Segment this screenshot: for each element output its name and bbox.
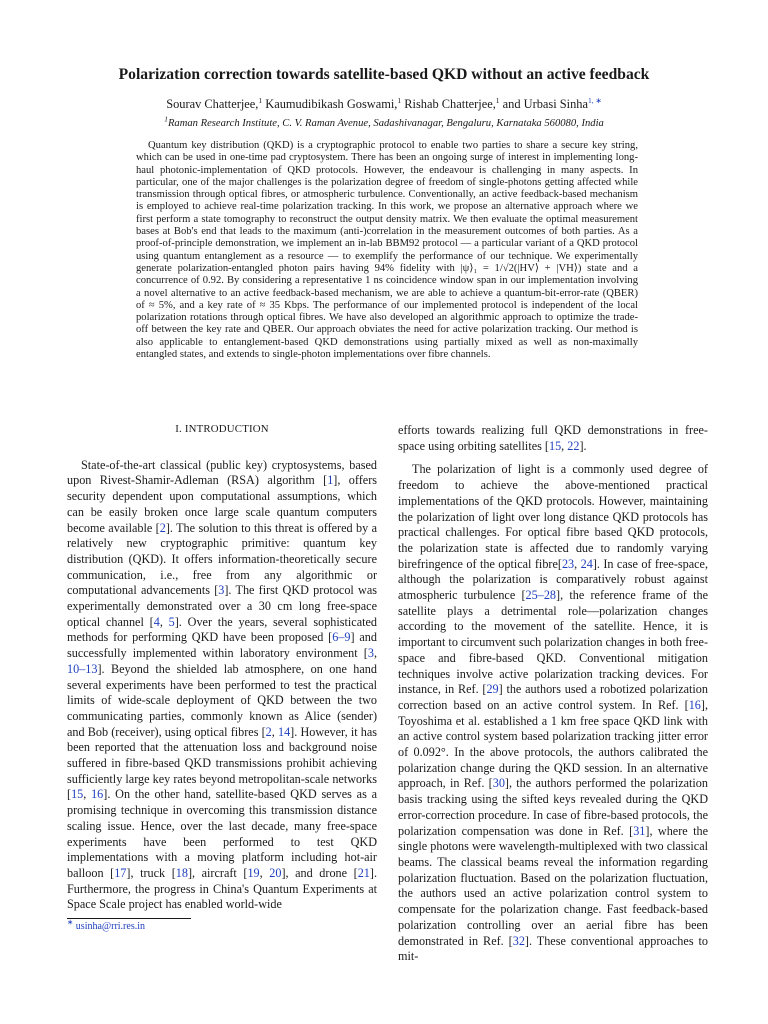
abstract — [136, 140, 638, 361]
affiliation-mark: 1 — [164, 114, 168, 124]
citation-link[interactable]: 31 — [633, 823, 646, 838]
affiliation — [0, 114, 768, 129]
affiliation-text: Raman Research Institute, C. V. Raman Avenue, Sadashivanagar, Bengaluru, Karnataka 560080, India — [167, 118, 604, 129]
citation-link[interactable]: 29 — [486, 682, 499, 697]
author-affil-mark[interactable]: 1, ∗ — [588, 95, 602, 105]
citation-link[interactable]: 23 — [561, 556, 575, 571]
paragraph-text: ], aircraft [ — [187, 865, 248, 880]
citation-link[interactable]: 15 — [548, 438, 562, 453]
paragraph-text: ]. The solution to this threat is offered by a relatively new cryptographic primitive: quantum key distribution (QKD). It offers information-theoretically secure communication, i.e., free from any algorithmic or computational advancements [ — [67, 520, 377, 598]
author-affil-mark: 1 — [495, 95, 500, 105]
paragraph-text: , — [159, 614, 169, 629]
paragraph-text: , — [373, 646, 377, 661]
citation-link[interactable]: 25–28 — [525, 588, 557, 603]
citation-link[interactable]: 19 — [247, 865, 260, 880]
paragraph-text: , — [83, 787, 92, 802]
section-heading: I. INTRODUCTION — [175, 423, 269, 435]
paragraph-text: ], and drone [ — [281, 865, 358, 880]
author-name: Kaumudibikash Goswami, — [262, 97, 398, 111]
paragraph-text: The polarization of light is a commonly used degree of freedom to achieve the above-mentioned practical implementations of the QKD protocols. However, maintaining the polarization of light over long distance QKD protocols has practical challenges. For optical fibre based QKD protocols, the polarization state is affected due to randomly varying birefringence of the optical fibre[ — [398, 462, 708, 571]
citation-link[interactable]: 15 — [71, 787, 84, 802]
paragraph — [67, 458, 377, 913]
paragraph-text: ]. — [579, 438, 587, 453]
right-column — [398, 423, 708, 973]
paragraph-text: ], Toyoshima et al. established a 1 km free space QKD link with an active control system based polarization tracking jitter error of 0.092°. In the above protocols, the authors calibrated the polarization change during the QKD session. In an alternative approach, in Ref. [ — [398, 697, 708, 791]
paragraph-text: ]. The first QKD protocol was experimentally demonstrated over a 30 cm long free-space optical channel [ — [67, 583, 377, 629]
footnote-mark: ∗ — [67, 917, 74, 927]
paragraph — [398, 423, 708, 454]
paragraph-text: ] the authors used a robotized polarization correction based on an active control system. In Ref. [ — [398, 682, 708, 712]
paragraph-text: ]. Furthermore, the progress in China's Quantum Experiments at Space Scale project has enabled world-wide — [67, 865, 377, 912]
citation-link[interactable]: 16 — [688, 697, 701, 712]
paragraph-text: ]. However, it has been reported that the attenuation loss and background noise suffered in fibre-based QKD transmissions prohibit achieving sufficiently large key rates beyond metropolitan-scale networks [ — [67, 724, 378, 802]
citation-link[interactable]: 17 — [114, 865, 127, 880]
citation-link[interactable]: 18 — [175, 865, 188, 880]
citation-link[interactable]: 32 — [512, 933, 525, 948]
citation-link[interactable]: 20 — [269, 865, 282, 880]
email-link[interactable]: usinha@rri.res.in — [75, 921, 145, 932]
paragraph-text: , — [271, 724, 278, 739]
author-name: Rishab Chatterjee, — [401, 97, 496, 111]
paragraph-text: ]. In case of free-space, although the polarization is comparatively robust against atmospheric turbulence [ — [398, 556, 709, 603]
author-list — [0, 97, 768, 112]
paragraph-text: ], where the single photons were wavelength-multiplexed with two classical beams. The classical beams reveal the information regarding polarization fluctuation. Based on the polarization fluctuation, the authors used an active polarization control system to compensate for the polarization change. Fast feedback-based polarization controlling over an aerial fibre has been demonstrated in Ref. [ — [398, 823, 708, 948]
citation-link[interactable]: 1 — [327, 473, 334, 488]
citation-link[interactable]: 10–13 — [67, 661, 98, 676]
author-affil-mark: 1 — [258, 95, 263, 105]
paragraph-text: ] and successfully implemented within laboratory environment [ — [67, 630, 377, 661]
citation-link[interactable]: 6–9 — [332, 630, 351, 645]
citation-link[interactable]: 16 — [91, 787, 104, 802]
citation-link[interactable]: 24 — [580, 556, 593, 571]
footnote-rule — [67, 918, 191, 919]
paragraph-text: , — [259, 865, 270, 880]
paragraph-text: , — [561, 438, 568, 453]
footnote — [67, 917, 145, 932]
paper-title: Polarization correction towards satellite-based QKD without an active feedback — [118, 66, 650, 83]
paragraph-text: ], the authors performed the polarization basis tracking using the sifted keys revealed during the QKD error-correction procedure. In case of fibre-based protocols, the polarization compensation was done in Ref. [ — [398, 776, 708, 838]
citation-link[interactable]: 4 — [153, 614, 160, 629]
citation-link[interactable]: 22 — [567, 438, 580, 453]
paragraph-text: ]. These conventional approaches to mit- — [398, 933, 708, 964]
citation-link[interactable]: 3 — [367, 646, 374, 661]
citation-link[interactable]: 2 — [265, 724, 272, 739]
author-affil-mark: 1 — [397, 95, 402, 105]
citation-link[interactable]: 3 — [218, 583, 225, 598]
paragraph-text: State-of-the-art classical (public key) cryptosystems, based upon Rivest-Shamir-Adleman (RSA) algorithm [ — [67, 457, 377, 488]
paragraph-text: , — [574, 556, 581, 571]
paragraph-text: ], truck [ — [126, 865, 176, 880]
citation-link[interactable]: 21 — [357, 865, 370, 880]
abstract-text: Quantum key distribution (QKD) is a cryptographic protocol to enable two parties to share a secure key string, which can be used in one-time pad cryptosystem. There has been an ongoing surge of interest in implementing long-haul photonic-implementation of QKD protocols. However, the endeavour is challenging in many aspects. In particular, one of the major challenges is the polarization degree of freedom of single-photons getting affected while transmission through optical fibres, or atmospheric turbulence. Conventionally, an active feedback-based mechanism is employed to achieve real-time polarization tracking. In this work, we propose an alternative approach where we first perform a state tomography to reconstruct the output density matrix. We then evaluate the optimal measurement bases at Bob's end that leads to the maximum (anti-)correlation in the measurement outcomes of both parties. As a proof-of-principle demonstration, we implement an in-lab BBM92 protocol — a particular variant of a QKD protocol using quantum entanglement as a resource — to exemplify the performance of our technique. We experimentally generate polarization-entangled photon pairs having 94% fidelity with |ψ⟩₁ = 1/√2(|HV⟩ + |VH⟩) state and a concurrence of 0.92. By considering a representative 1 ns coincidence window span in our implementation involving a novel alternative to an active feedback-based mechanism, we are able to achieve a quantum-bit-error-rate (QBER) of ≈ 5%, and a key rate of ≈ 35 Kbps. The performance of our implemented protocol is independent of the local polarization rotations through optical fibres. We have also developed an algorithmic approach to optimize the trade-off between the key rate and QBER. Our approach obviates the need for active polarization tracking. Our method is also applicable to entanglement-based QKD demonstrations using partially mixed as well as non-maximally entangled states, and extends to single-photon implementations over fibre channels. — [136, 140, 638, 361]
citation-link[interactable]: 30 — [492, 776, 505, 791]
paragraph-text: ]. Over the years, several sophisticated methods for performing QKD have been proposed [ — [67, 614, 377, 645]
paragraph-text: ]. On the other hand, satellite-based QKD serves as a promising technique in overcoming this transmission distance scaling issue. Hence, over the last decade, many free-space experiments have been performed to test QKD implementations with a moving platform including hot-air balloon [ — [67, 787, 377, 880]
paragraph-text: ], the reference frame of the satellite plays a detrimental role—polarization changes according to the movement of the satellite. Hence, it is important to circumvent such polarization changes in both free-space and fibre-based QKD. Conventional mitigation techniques involve active polarization tracking devices. For instance, in Ref. [ — [398, 588, 709, 697]
author-name: Sourav Chatterjee, — [166, 97, 259, 111]
paragraph — [398, 462, 708, 965]
paragraph-text: ]. Beyond the shielded lab atmosphere, on one hand several experiments have been performed to test the practical limits of wide-scale deployment of QKD between the two communicating parties, commonly known as Alice (sender) and Bob (receiver), using optical fibres [ — [67, 661, 377, 739]
citation-link[interactable]: 14 — [277, 724, 291, 739]
paragraph-text: efforts towards realizing full QKD demonstrations in free-space using orbiting satellites [ — [398, 423, 708, 453]
left-column — [67, 422, 377, 921]
paragraph-text: ], offers security dependent upon computational assumptions, which can be easily broken once large scale quantum computers become available [ — [67, 473, 377, 535]
author-name: and Urbasi Sinha — [499, 97, 588, 111]
citation-link[interactable]: 5 — [168, 614, 175, 629]
citation-link[interactable]: 2 — [159, 520, 166, 535]
